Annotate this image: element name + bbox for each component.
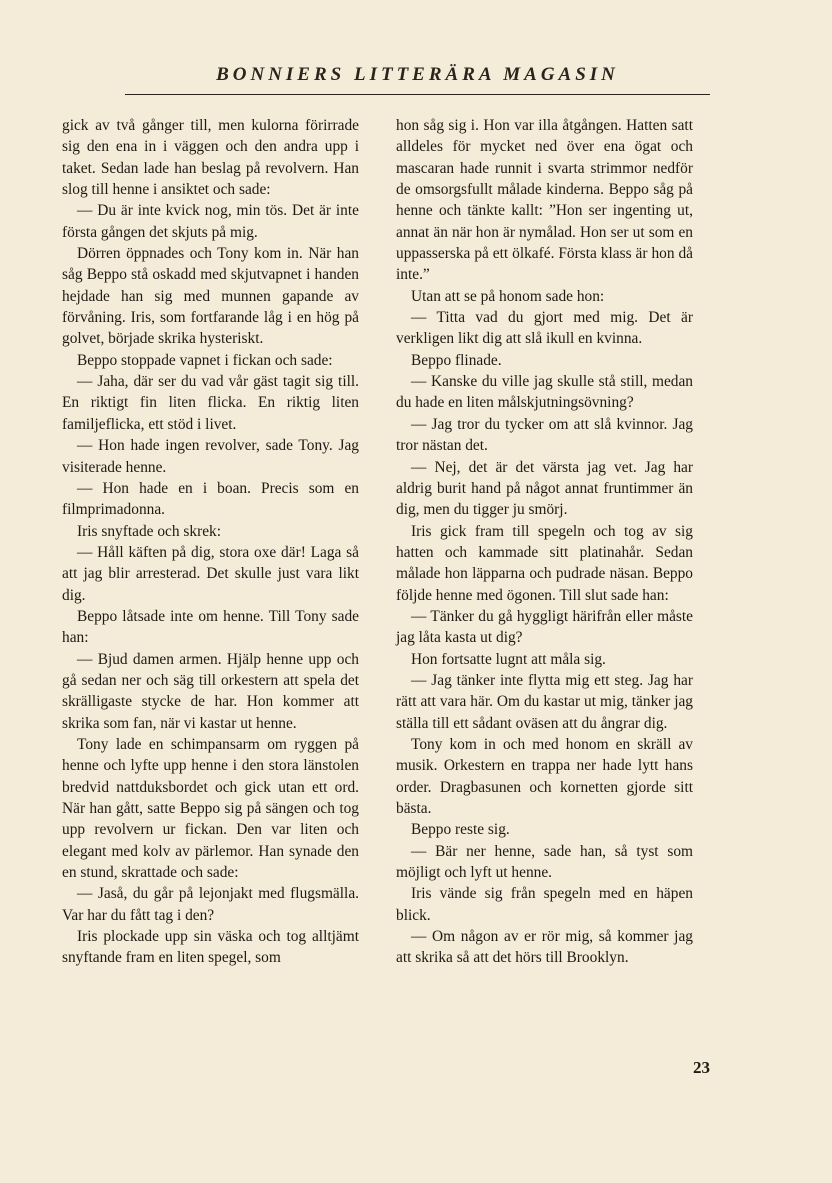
paragraph: — Hon hade ingen revolver, sade Tony. Jag visiterade henne. [62,437,359,476]
paragraph: — Jag tänker inte flytta mig ett steg. Jag har rätt att vara här. Om du kastar ut mig, tänker jag ställa till ett sådant oväsen att du ångrar dig. [396,671,693,732]
paragraph: Hon fortsatte lugnt att måla sig. [411,650,606,668]
paragraph: — Bär ner henne, sade han, så tyst som möjligt och lyft ut henne. [396,842,693,882]
paragraph: Beppo stoppade vapnet i fickan och sade: [77,351,333,369]
text-column-right [396,115,693,969]
paragraph: — Du är inte kvick nog, min tös. Det är inte första gången det skjuts på mig. [62,202,359,241]
paragraph: — Titta vad du gjort med mig. Det är verkligen likt dig att slå ikull en kvinna. [396,309,693,348]
paragraph: Iris gick fram till spegeln och tog av sig hatten och kammade sitt platinahår. Sedan målade hon läpparna och pudrade näsan. Beppo följde henne med ögonen. Till slut sade han: [396,522,693,604]
paragraph: — Jaså, du går på lejonjakt med flugsmälla. Var har du fått tag i den? [62,885,359,924]
paragraph: — Nej, det är det värsta jag vet. Jag har aldrig burit hand på något annat fruntimmer än dig, men du tigger ju smörj. [396,458,693,519]
text-column-left [62,115,359,969]
paragraph: — Jag tror du tycker om att slå kvinnor. Jag tror nästan det. [396,415,693,455]
paragraph: Beppo reste sig. [411,821,510,839]
page-header-title: BONNIERS LITTERÄRA MAGASIN [216,64,619,85]
paragraph: Iris snyftade och skrek: [77,522,222,540]
paragraph: hon såg sig i. Hon var illa åtgången. Hatten satt alldeles för mycket ned över ena ögat och mascaran hade runnit i svarta strimmor nedför de omsorgsfullt målade kinderna. Beppo såg på henne och tänkte kallt: ”Hon ser ingenting ut, annat än när hon är nymålad. Hon ser ut som en uppasserska på ett ölkafé. Första klass är hon då inte.” [396,117,693,284]
paragraph: Dörren öppnades och Tony kom in. När han såg Beppo stå oskadd med skjutvapnet i handen hejdade han sig med munnen gapande av förvåning. Iris, som fortfarande låg i en hög på golvet, började skrika hysteriskt. [62,245,359,348]
paragraph: Beppo låtsade inte om henne. Till Tony sade han: [62,607,359,647]
paragraph: — Tänker du gå hyggligt härifrån eller måste jag låta kasta ut dig? [396,607,693,647]
paragraph: Tony lade en schimpansarm om ryggen på henne och lyfte upp henne i den stora länstolen bredvid nattduksbordet och gick utan ett ord. När han gått, satte Beppo sig på sängen och tog upp revolvern ur fickan. Den var liten och elegant med kolv av pärlemor. Han synade den en stund, skrattade och sade: [62,735,359,882]
paragraph: — Hon hade en i boan. Precis som en filmprimadonna. [62,479,359,519]
paragraph: — Jaha, där ser du vad vår gäst tagit sig till. En riktigt fin liten flicka. En riktig liten familjeflicka, ett stöd i livet. [62,373,359,433]
page-number: 23 [693,1058,710,1077]
paragraph: Utan att se på honom sade hon: [411,287,605,305]
paragraph: Iris vände sig från spegeln med en häpen blick. [396,885,693,924]
paragraph: — Om någon av er rör mig, så kommer jag att skrika så att det hörs till Brooklyn. [396,928,693,967]
paragraph: Tony kom in och med honom en skräll av musik. Orkestern en trappa ner hade lytt hans order. Dragbasunen och kornetten gjorde sitt bästa. [396,735,693,817]
paragraph: gick av två gånger till, men kulorna förirrade sig den ena in i väggen och den andra upp i taket. Sedan lade han beslag på revolvern. Han slog till henne i ansiktet och sade: [62,117,359,199]
paragraph: Iris plockade upp sin väska och tog alltjämt snyftande fram en liten spegel, som [62,928,359,967]
paragraph: Beppo flinade. [411,351,502,369]
paragraph: — Kanske du ville jag skulle stå still, medan du hade en liten målskjutningsövning? [396,373,693,412]
paragraph: — Håll käften på dig, stora oxe där! Laga så att jag blir arresterad. Det skulle just vara likt dig. [62,543,359,604]
header-rule [125,94,710,95]
paragraph: — Bjud damen armen. Hjälp henne upp och gå sedan ner och säg till orkestern att spela det skrälligaste stycke de har. Hon kommer att skrika som fan, när vi kastar ut henne. [62,650,359,732]
